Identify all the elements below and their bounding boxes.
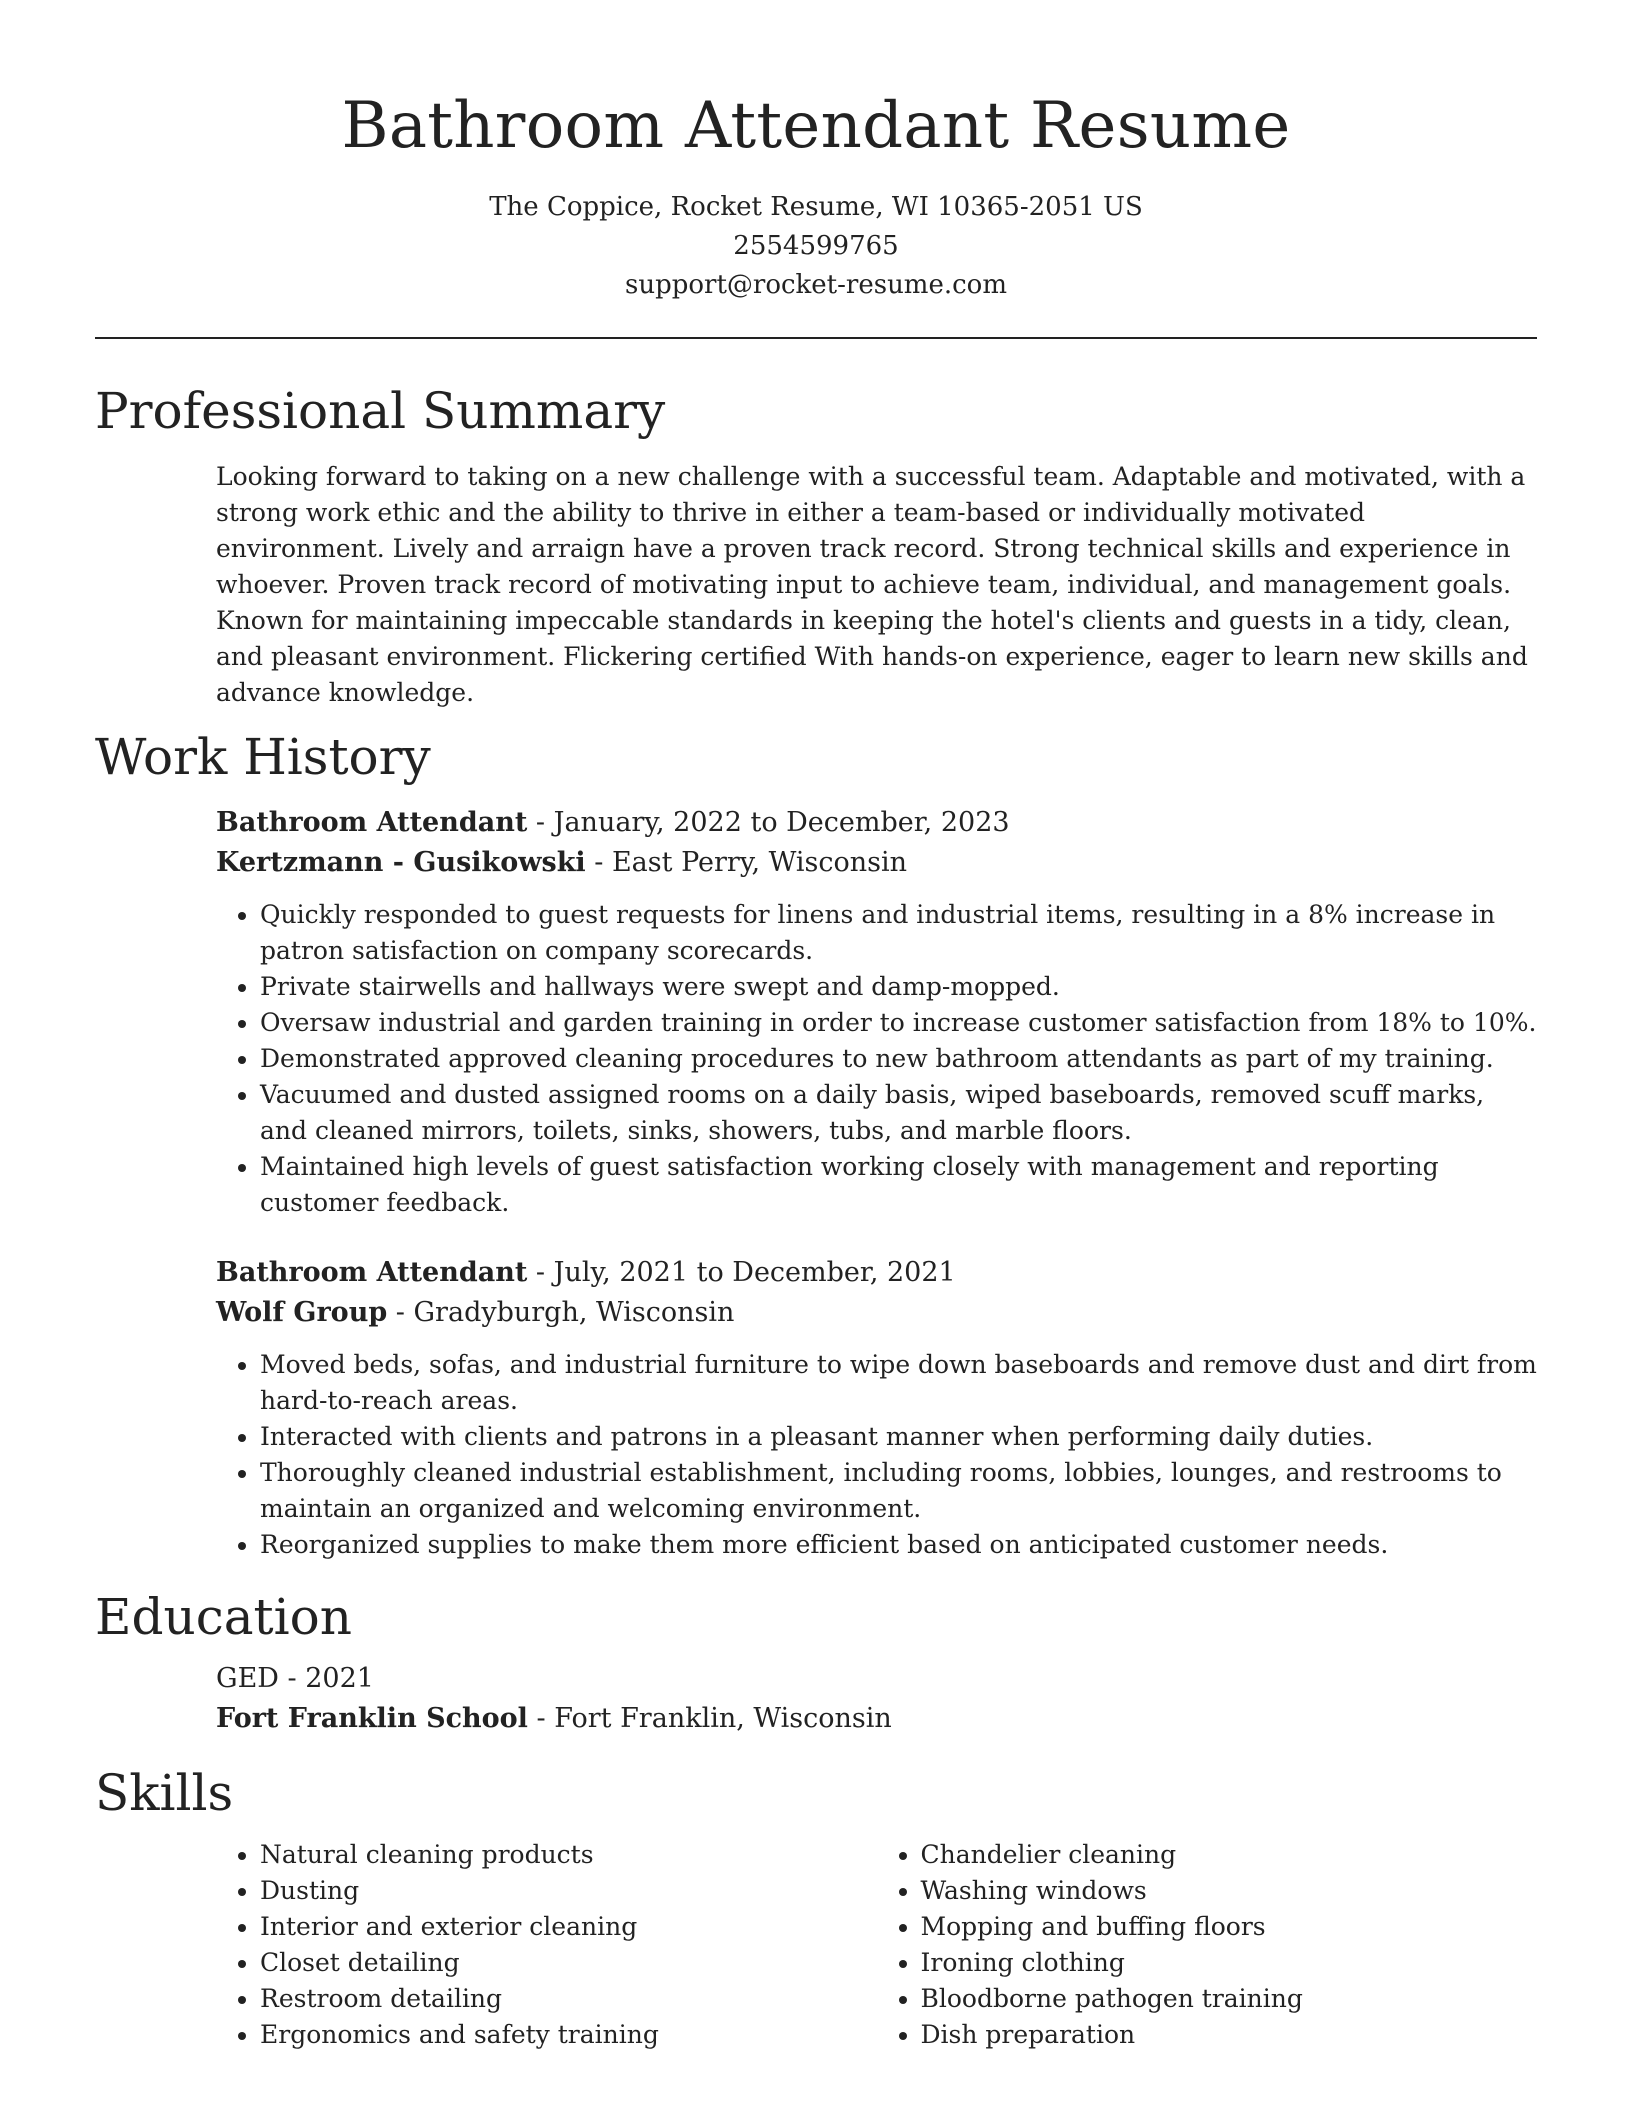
skill-item: • Natural cleaning products [260,1837,877,1873]
list-item: • Interacted with clients and patrons in a pleasant manner when performing daily duties. [260,1419,1537,1455]
contact-phone: 2554599765 [733,231,899,261]
contact-block [95,188,1537,305]
job-duties-list [216,897,1537,1221]
contact-address: The Coppice, Rocket Resume, WI 10365-2051 US [489,192,1143,222]
list-item: • Maintained high levels of guest satisfaction working closely with management and reporting customer feedback. [260,1149,1537,1221]
job-title: Bathroom Attendant [216,807,528,838]
contact-email: support@rocket-resume.com [624,270,1007,300]
summary-section [95,459,1537,711]
skill-item: • Washing windows [921,1873,1538,1909]
education-degree: GED - 2021 [216,1663,374,1694]
job-location: - Gradyburgh, Wisconsin [387,1297,735,1328]
list-item: • Thoroughly cleaned industrial establishment, including rooms, lobbies, lounges, and restrooms to maintain an organized and welcoming environment. [260,1455,1537,1527]
job-location: - East Perry, Wisconsin [585,847,908,878]
list-item: • Quickly responded to guest requests for linens and industrial items, resulting in a 8% increase in patron satisfaction on company scorecards. [260,897,1537,969]
job-duties-list [216,1347,1537,1563]
skill-item: • Ergonomics and safety training [260,2017,877,2053]
list-item: • Moved beds, sofas, and industrial furniture to wipe down baseboards and remove dust and dirt from hard-to-reach areas. [260,1347,1537,1419]
list-item: • Vacuumed and dusted assigned rooms on a daily basis, wiped baseboards, removed scuff marks, and cleaned mirrors, toilets, sinks, showers, tubs, and marble floors. [260,1077,1537,1149]
job-title-line [216,803,1537,843]
job-dates: - July, 2021 to December, 2021 [527,1257,956,1288]
header-divider [95,337,1537,339]
job-title: Bathroom Attendant [216,1257,528,1288]
education-school: Fort Franklin School [216,1703,528,1734]
skills-section [95,1825,1537,2053]
skills-list-right [877,1837,1538,2053]
skill-item: • Dish preparation [921,2017,1538,2053]
education-school-line [216,1699,1537,1739]
skill-item: • Interior and exterior cleaning [260,1909,877,1945]
job-company-line [216,843,1537,883]
job-company: Kertzmann - Gusikowski [216,847,586,878]
job-title-line [216,1253,1537,1293]
skill-item: • Ironing clothing [921,1945,1538,1981]
education-heading: Education [95,1588,352,1646]
list-item: • Private stairwells and hallways were swept and damp-mopped. [260,969,1537,1005]
education-section [95,1659,1537,1739]
resume-title: Bathroom Attendant Resume [341,89,1291,163]
summary-heading: Professional Summary [95,382,666,440]
job-entry [216,803,1537,1221]
list-item: • Reorganized supplies to make them more efficient based on anticipated customer needs. [260,1527,1537,1563]
skills-list-left [216,1837,877,2053]
skill-item: • Chandelier cleaning [921,1837,1538,1873]
job-company-line [216,1293,1537,1333]
job-company: Wolf Group [216,1297,388,1328]
skill-item: • Dusting [260,1873,877,1909]
skill-item: • Closet detailing [260,1945,877,1981]
skill-item: • Bloodborne pathogen training [921,1981,1538,2017]
job-dates: - January, 2022 to December, 2023 [527,807,1010,838]
skill-item: • Restroom detailing [260,1981,877,2017]
job-entry [216,1253,1537,1563]
education-location: - Fort Franklin, Wisconsin [527,1703,892,1734]
list-item: • Oversaw industrial and garden training in order to increase customer satisfaction from 18% to 10%. [260,1005,1537,1041]
list-item: • Demonstrated approved cleaning procedures to new bathroom attendants as part of my training. [260,1041,1537,1077]
skill-item: • Mopping and buffing floors [921,1909,1538,1945]
work-history-section [95,803,1537,1563]
skills-heading: Skills [95,1764,234,1822]
work-history-heading: Work History [95,728,431,786]
summary-text: Looking forward to taking on a new challenge with a successful team. Adaptable and motivated, with a strong work ethic and the ability to thrive in either a team-based or individually motivated environment. Lively and arraign have a proven track record. Strong technical skills and experience in whoever. Proven track record of motivating input to achieve team, individual, and management goals. Known for maintaining impeccable standards in keeping the hotel's clients and guests in a tidy, clean, and pleasant environment. Flickering certified With hands-on experience, eager to learn new skills and advance knowledge. [216,462,1528,707]
